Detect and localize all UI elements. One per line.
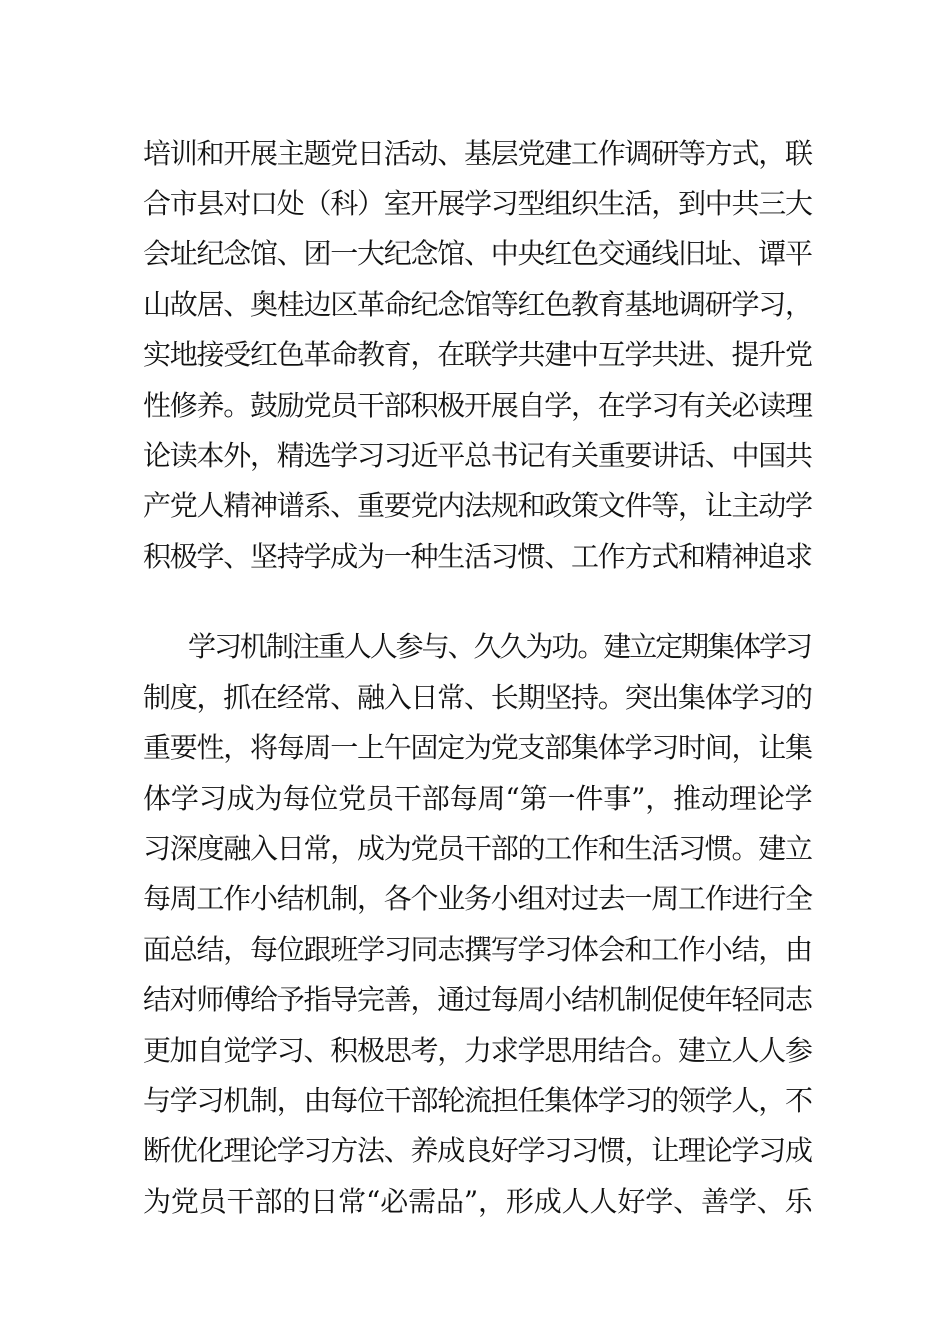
text-line: 重要性，将每周一上午固定为党支部集体学习时间，让集 bbox=[143, 731, 812, 764]
text-line: 更加自觉学习、积极思考，力求学思用结合。建立人人参 bbox=[143, 1034, 812, 1067]
text-line: 山故居、奥桂边区革命纪念馆等红色教育基地调研学习， bbox=[143, 288, 812, 321]
text-line: 积极学、坚持学成为一种生活习惯、工作方式和精神追求 bbox=[143, 540, 812, 573]
text-line: 学习机制注重人人参与、久久为功。建立定期集体学习 bbox=[188, 630, 811, 663]
text-line: 产党人精神谱系、重要党内法规和政策文件等，让主动学 bbox=[143, 489, 812, 522]
text-line: 体学习成为每位党员干部每周“第一件事”，推动理论学 bbox=[143, 782, 813, 815]
text-line: 实地接受红色革命教育，在联学共建中互学共进、提升党 bbox=[143, 338, 812, 371]
text-line: 为党员干部的日常“必需品”，形成人人好学、善学、乐 bbox=[143, 1185, 813, 1218]
text-line: 合市县对口处（科）室开展学习型组织生活，到中共三大 bbox=[143, 187, 812, 220]
text-line: 面总结，每位跟班学习同志撰写学习体会和工作小结，由 bbox=[143, 933, 812, 966]
text-line: 断优化理论学习方法、养成良好学习习惯，让理论学习成 bbox=[143, 1134, 812, 1167]
text-line: 与学习机制，由每位干部轮流担任集体学习的领学人，不 bbox=[143, 1084, 812, 1117]
text-line: 会址纪念馆、团一大纪念馆、中央红色交通线旧址、谭平 bbox=[143, 237, 812, 270]
text-line: 每周工作小结机制，各个业务小组对过去一周工作进行全 bbox=[143, 882, 812, 915]
text-line: 培训和开展主题党日活动、基层党建工作调研等方式，联 bbox=[143, 137, 812, 170]
text-line: 习深度融入日常，成为党员干部的工作和生活习惯。建立 bbox=[143, 832, 812, 865]
text-line: 论读本外，精选学习习近平总书记有关重要讲话、中国共 bbox=[143, 439, 812, 472]
text-line: 性修养。鼓励党员干部积极开展自学，在学习有关必读理 bbox=[143, 389, 812, 422]
text-line: 制度，抓在经常、融入日常、长期坚持。突出集体学习的 bbox=[143, 681, 812, 714]
text-line: 结对师傅给予指导完善，通过每周小结机制促使年轻同志 bbox=[143, 983, 812, 1016]
